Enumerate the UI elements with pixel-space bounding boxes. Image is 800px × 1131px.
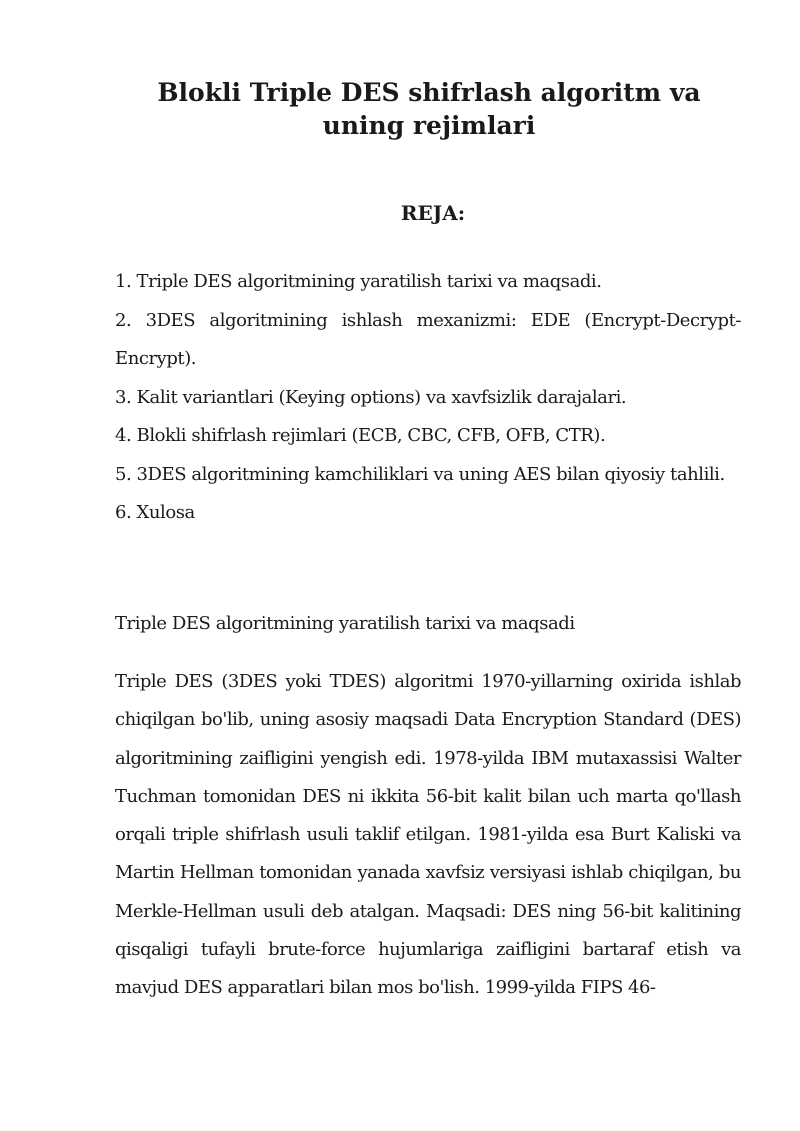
plan-heading: REJA:	[400, 201, 466, 225]
plan-list	[115, 263, 741, 533]
plan-item: 5. 3DES algoritmining kamchiliklari va uning AES bilan qiyosiy tahlili.	[115, 463, 725, 485]
section-body-paragraph: Triple DES (3DES yoki TDES) algoritmi 1970-yillarning oxirida ishlab chiqilgan bo'lib, uning asosiy maqsadi Data Encryption Standard (DES) algoritmining zaifligini yengish edi. 1978-yilda IBM mutaxassisi Walter Tuchman tomonidan DES ni ikkita 56-bit kalit bilan uch marta qo'llash orqali triple shifrlash usuli taklif etilgan. 1981-yilda esa Burt Kaliski va Martin Hellman tomonidan yanada xavfsiz versiyasi ishlab chiqilgan, bu Merkle-Hellman usuli deb atalgan. Maqsadi: DES ning 56-bit kalitining qisqaligi tufayli brute-force hujumlariga zaifligini bartaraf etish va mavjud DES apparatlari bilan mos bo'lish. 1999-yilda FIPS 46-	[115, 671, 741, 999]
plan-item: 2. 3DES algoritmining ishlash mexanizmi: EDE (Encrypt-Decrypt-Encrypt).	[115, 309, 741, 369]
plan-item: 4. Blokli shifrlash rejimlari (ECB, CBC, CFB, OFB, CTR).	[115, 425, 606, 446]
section-heading: Triple DES algoritmining yaratilish tarixi va maqsadi	[115, 613, 575, 634]
plan-item: 1. Triple DES algoritmining yaratilish tarixi va maqsadi.	[115, 271, 602, 292]
plan-item: 3. Kalit variantlari (Keying options) va xavfsizlik darajalari.	[115, 386, 627, 408]
plan-item: 6. Xulosa	[115, 502, 195, 523]
document-title: Blokli Triple DES shifrlash algoritm va uning rejimlari	[157, 78, 701, 140]
